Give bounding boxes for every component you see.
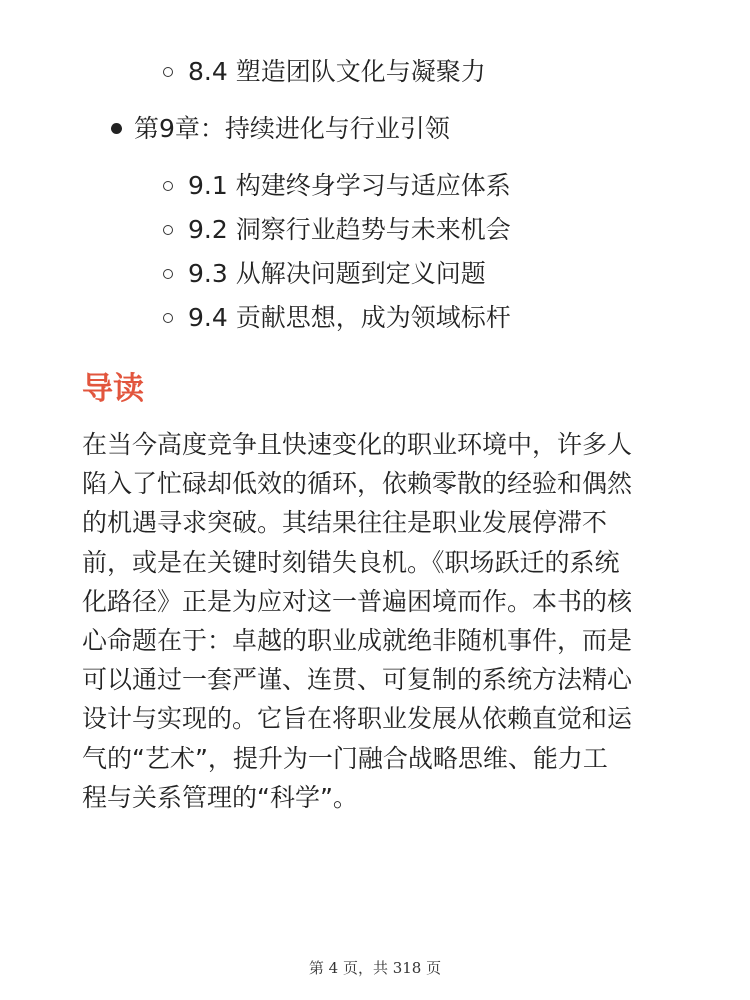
section-heading: 导读: [82, 371, 144, 407]
circle-bullet-icon: [163, 67, 173, 77]
paragraph-line: 程与关系管理的“科学”。: [82, 782, 358, 812]
toc-item-8-4: [188, 55, 486, 89]
toc-item-9-1: [188, 169, 511, 203]
paragraph-line: 陷入了忙碌却低效的循环，依赖零散的经验和偶然: [82, 469, 633, 499]
paragraph-line: 前，或是在关键时刻错失良机。《职场跃迁的系统: [82, 547, 620, 577]
toc-item-label: 8.4 塑造团队文化与凝聚力: [188, 57, 486, 86]
circle-bullet-icon: [163, 225, 173, 235]
circle-bullet-icon: [163, 181, 173, 191]
paragraph-line: 化路径》正是为应对这一普遍困境而作。本书的核: [82, 586, 633, 616]
paragraph-line: 可以通过一套严谨、连贯、可复制的系统方法精心: [82, 665, 633, 695]
toc-item-label: 9.1 构建终身学习与适应体系: [188, 171, 511, 200]
toc-chapter-label: 第9章：持续进化与行业引领: [134, 114, 450, 143]
toc-item-label: 9.3 从解决问题到定义问题: [188, 259, 486, 288]
toc-chapter-9: [134, 112, 450, 146]
toc-item-label: 9.4 贡献思想，成为领域标杆: [188, 303, 511, 332]
paragraph-line: 气的“艺术”，提升为一门融合战略思维、能力工: [82, 743, 608, 773]
paragraph-line: 的机遇寻求突破。其结果往往是职业发展停滞不: [82, 508, 608, 538]
circle-bullet-icon: [163, 269, 173, 279]
page-number-footer: 第 4 页，共 318 页: [308, 959, 442, 977]
paragraph-line: 心命题在于：卓越的职业成就绝非随机事件，而是: [82, 626, 633, 656]
paragraph-line: 在当今高度竞争且快速变化的职业环境中，许多人: [82, 430, 633, 459]
toc-item-label: 9.2 洞察行业趋势与未来机会: [188, 215, 511, 244]
toc-item-9-2: [188, 213, 511, 247]
disc-bullet-icon: [111, 123, 122, 134]
paragraph-line: 设计与实现的。它旨在将职业发展从依赖直觉和运: [82, 704, 633, 734]
toc-item-9-4: [188, 301, 511, 335]
toc-item-9-3: [188, 257, 486, 291]
intro-paragraph: [82, 425, 668, 817]
circle-bullet-icon: [163, 313, 173, 323]
